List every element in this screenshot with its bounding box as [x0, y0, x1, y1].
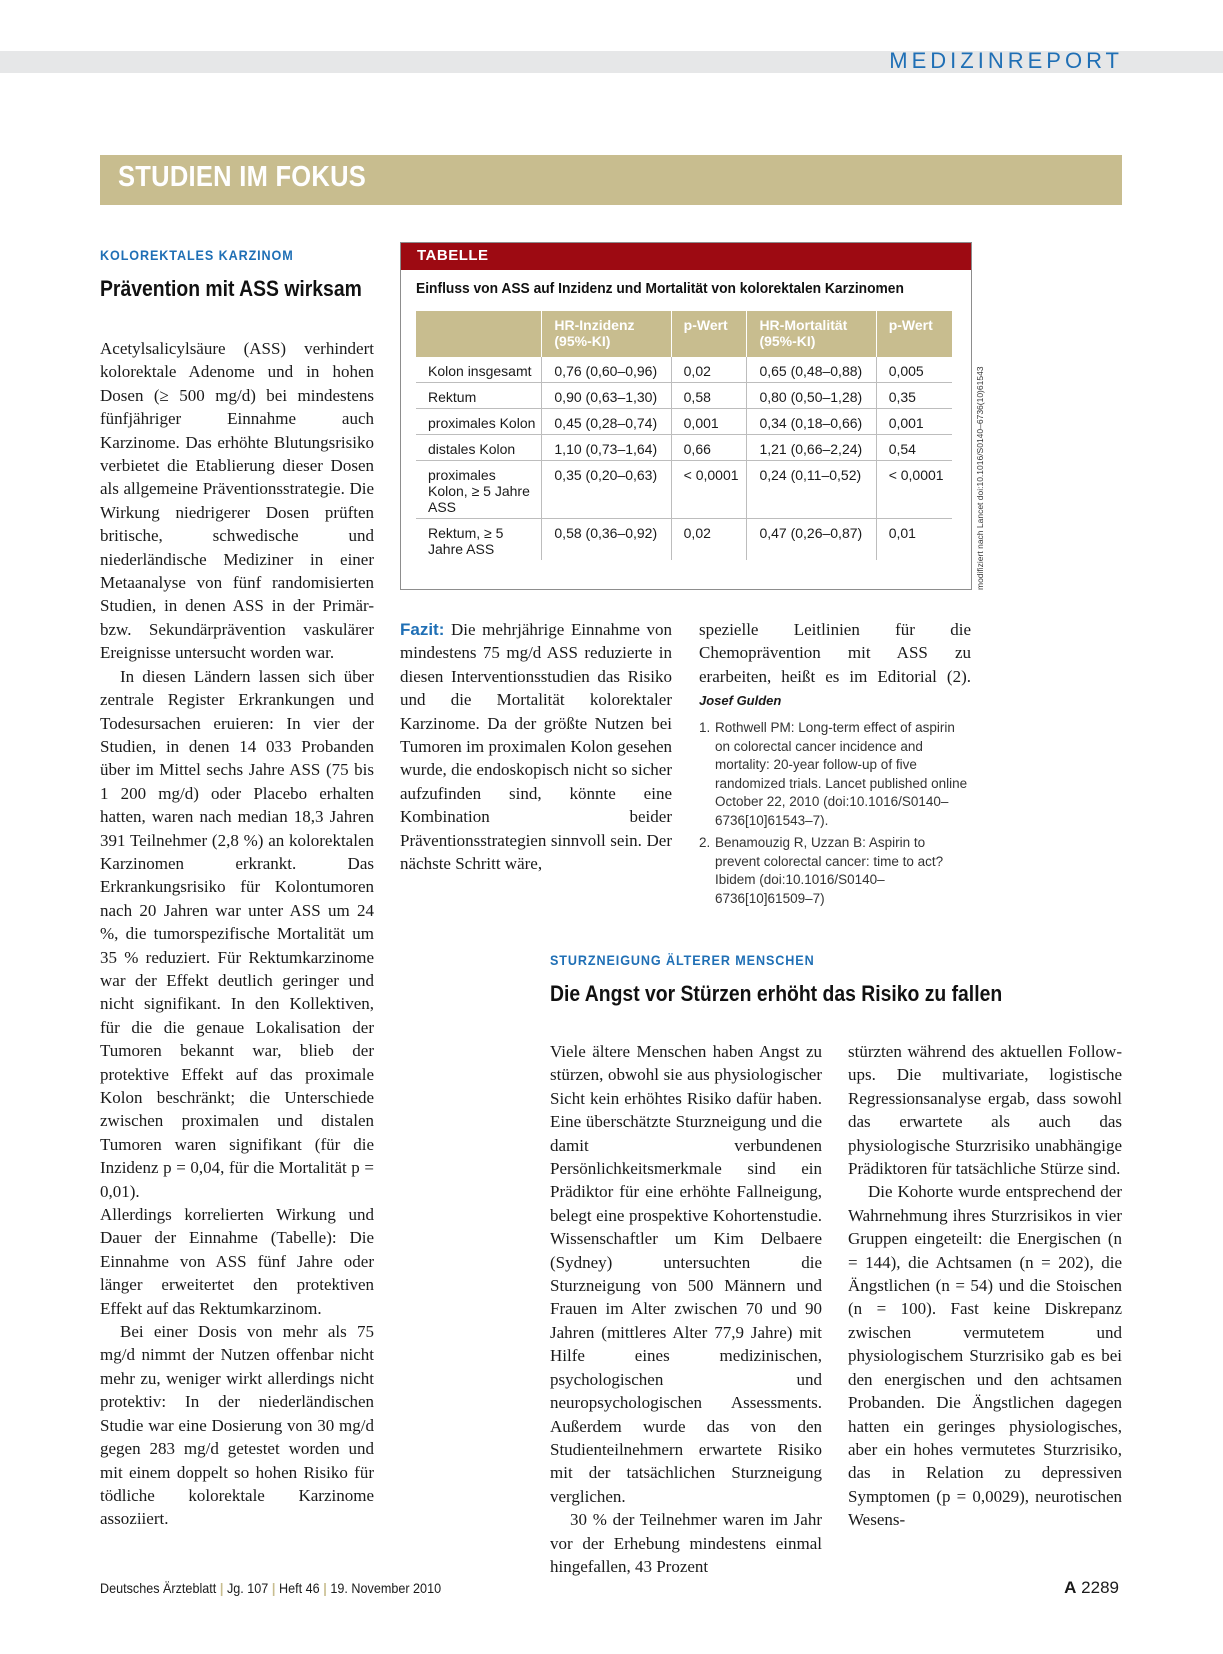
- footer-journal: Deutsches Ärzteblatt: [100, 1580, 217, 1596]
- article1-paragraph: Bei einer Dosis von mehr als 75 mg/d nimmt der Nutzen offenbar nicht mehr zu, weniger wirkt allerdings nicht protektiv: In der niederländischen Studie war eine Dosierung von 30 mg/d gegen 283 mg/d getestet worden und mit einem doppelt so hohen Risiko für tödliche kolorektale Karzinome assoziiert.: [100, 1322, 374, 1529]
- table-cell: < 0,0001: [876, 461, 952, 519]
- article2-paragraph: Die Kohorte wurde entsprechend der Wahrnehmung ihres Sturzrisikos in vier Gruppen eingeteilt: die Energischen (n = 144), die Achtsamen (n = 202), die Ängstlichen (n = 54) und die Stoischen (n = 100). Fast keine Diskrepanz zwischen vermutetem und physiologischem Sturzrisiko gab es bei den energischen und den achtsamen Probanden. Die Ängstlichen dagegen hatten ein geringes physiologisches, aber ein hohes vermutetes Sturzrisiko, das in Relation zu depressiven Symptomen (p = 0,0029), neurotischen Wesens-: [848, 1182, 1122, 1530]
- table-title: Einfluss von ASS auf Inzidenz und Mortalität von kolorektalen Karzinomen: [416, 280, 904, 297]
- article1-kicker: KOLOREKTALES KARZINOM: [100, 247, 294, 263]
- table-cell: 1,10 (0,73–1,64): [542, 435, 671, 461]
- table-cell: distales Kolon: [416, 435, 542, 461]
- table-cell: 0,02: [671, 357, 747, 383]
- footer-date: 19. November 2010: [330, 1580, 442, 1596]
- table-tag: [401, 243, 971, 270]
- table-cell: 0,34 (0,18–0,66): [747, 409, 876, 435]
- table-cell: 0,45 (0,28–0,74): [542, 409, 671, 435]
- table-row: [416, 409, 952, 435]
- table-header-row: [416, 311, 952, 357]
- table-cell: 0,005: [876, 357, 952, 383]
- table-cell: 0,66: [671, 435, 747, 461]
- table-header-cell: p-Wert: [671, 311, 747, 357]
- table-tag-label: TABELLE: [417, 247, 489, 264]
- section-label: MEDIZINREPORT: [889, 48, 1123, 73]
- article2-paragraph: Viele ältere Menschen haben Angst zu stürzen, obwohl sie aus physiologischer Sicht kein erhöhtes Risiko dafür haben. Eine überschätzte Sturzneigung und die damit verbundenen Persönlichkeitsmerkmale sind ein Prädiktor für eine erhöhte Fallneigung, belegt eine prospektive Kohortenstudie. Wissenschaftler um Kim Delbaere (Sydney) untersuchten die Sturzneigung von 500 Männern und Frauen im Alter zwischen 70 und 90 Jahren (mittleres Alter 77,9 Jahre) mit Hilfe eines medizinischen, psychologischen und neuropsychologischen Assessments. Außerdem wurde das von den Studienteilnehmern erwartete Risiko mit der tatsächlichen Sturzneigung verglichen.: [550, 1042, 822, 1506]
- table-cell: proximales Kolon: [416, 409, 542, 435]
- article2-kicker: STURZNEIGUNG ÄLTERER MENSCHEN: [550, 952, 815, 968]
- table-cell: 0,01: [876, 519, 952, 561]
- fazit-author: Josef Gulden: [699, 693, 782, 709]
- page-number: [1064, 1578, 1119, 1598]
- article1-paragraph: Allerdings korrelierten Wirkung und Dauer der Einnahme (Tabelle): Die Einnahme von ASS fünf Jahre oder länger erweitertet den protektiven Effekt auf das Rektumkarzinom.: [100, 1205, 374, 1318]
- table-cell: 0,001: [876, 409, 952, 435]
- table-cell: Rektum, ≥ 5 Jahre ASS: [416, 519, 542, 561]
- table-cell: 0,02: [671, 519, 747, 561]
- reference-item: [699, 834, 971, 908]
- table-cell: < 0,0001: [671, 461, 747, 519]
- table-row: [416, 435, 952, 461]
- article1-paragraph: In diesen Ländern lassen sich über zentrale Register Erkrankungen und Todesursachen eruieren: In vier der Studien, in denen 14 033 Probanden über im Mittel sechs Jahre ASS (75 bis 1 200 mg/d) oder Placebo erhalten hatten, waren nach median 18,3 Jahren 391 Teilnehmer (2,8 %) an kolorektalen Karzinomen erkrankt. Das Erkrankungsrisiko für Kolontumoren nach 20 Jahren war unter ASS um 24 %, die tumorspezifische Mortalität um 35 % reduziert. Für Rektumkarzinome war der Effekt deutlich geringer und nicht signifikant. In den Kollektiven, für die die genaue Lokalisation der Tumoren bekannt war, blieb der protektive Effekt auf das proximale Kolon beschränkt; die Unterschiede zwischen proximalen und distalen Tumoren waren signifikant (für die Inzidenz p = 0,04, für die Mortalität p = 0,01).: [100, 666, 374, 1201]
- reference-number: 1.: [699, 720, 711, 735]
- table-row: [416, 519, 952, 561]
- article1-paragraph: Acetylsalicylsäure (ASS) verhindert kolorektale Adenome und in hohen Dosen (≥ 500 mg/d) bei mindestens fünfjähriger Einnahme auch Karzinome. Das erhöhte Blutungsrisiko verbietet die Etablierung dieser Dosen als allgemeine Präventionsstrategie. Die Wirkung niedrigerer Dosen prüften britische, schwedische und niederländische Mediziner in einer Metaanalyse von fünf randomisierten Studien, in denen ASS in der Primär- bzw. Sekundärprävention vaskulärer Ereignisse untersucht worden war.: [100, 339, 374, 663]
- footer-volume: Jg. 107: [226, 1580, 269, 1596]
- article2-col1: [550, 1040, 822, 1578]
- table-cell: 0,001: [671, 409, 747, 435]
- article2-headline: Die Angst vor Stürzen erhöht das Risiko zu fallen: [550, 981, 1003, 1006]
- page-prefix: A: [1064, 1578, 1077, 1597]
- footer-info: Deutsches Ärzteblatt | Jg. 107 | Heft 46 | 19. November 2010: [100, 1580, 442, 1596]
- table-cell: proximales Kolon, ≥ 5 Jahre ASS: [416, 461, 542, 519]
- table-cell: 0,65 (0,48–0,88): [747, 357, 876, 383]
- results-table: [416, 311, 952, 560]
- page-number-value: 2289: [1081, 1578, 1119, 1597]
- table-header-cell: [416, 311, 542, 357]
- reference-text: Rothwell PM: Long-term effect of aspirin on colorectal cancer incidence and mortality: 20-year follow-up of five randomized trials. Lancet published online October 22, 2010 (doi:10.1016/S0140–6736[10]61543–7).: [715, 720, 968, 828]
- table-cell: 0,54: [876, 435, 952, 461]
- article2-col2: [848, 1040, 1122, 1532]
- table-cell: 0,35: [876, 383, 952, 409]
- table-cell: 0,80 (0,50–1,28): [747, 383, 876, 409]
- reference-item: [699, 719, 971, 830]
- fazit-col1: [400, 618, 672, 875]
- article1-body: [100, 337, 374, 1531]
- table-cell: Rektum: [416, 383, 542, 409]
- footer-issue: Heft 46: [279, 1580, 320, 1596]
- article2-paragraph: stürzten während des aktuellen Follow-ups. Die multivariate, logistische Regressionsanalyse ergab, dass sowohl das erwartete als auch das physiologische Sturzrisiko unabhängige Prädiktoren für tatsächliche Stürze sind.: [848, 1042, 1122, 1179]
- fazit-col2: [699, 618, 971, 713]
- table-cell: 0,47 (0,26–0,87): [747, 519, 876, 561]
- table-header-cell: HR-Mortalität (95%-KI): [747, 311, 876, 357]
- table-cell: 0,58 (0,36–0,92): [542, 519, 671, 561]
- table-row: [416, 357, 952, 383]
- table-cell: 0,58: [671, 383, 747, 409]
- table-cell: Kolon insgesamt: [428, 363, 532, 379]
- table-cell: 0,76 (0,60–0,96): [542, 357, 671, 383]
- fazit-label: Fazit:: [400, 620, 445, 639]
- section-band-title: STUDIEN IM FOKUS: [118, 161, 367, 193]
- fazit-text: Die mehrjährige Einnahme von mindestens 75 mg/d ASS reduzierte in diesen Interventionsstudien das Risiko und die Mortalität kolorektaler Karzinome. Da der größte Nutzen bei Tumoren im proximalen Kolon gesehen wurde, die endoskopisch nicht so sicher aufzufinden sind, könnte eine Kombination beider Präventionsstrategien sinnvoll sein. Der nächste Schritt wäre,: [400, 620, 672, 874]
- table-header-cell: p-Wert: [876, 311, 952, 357]
- table-row: [416, 383, 952, 409]
- reference-text: Benamouzig R, Uzzan B: Aspirin to prevent colorectal cancer: time to act? Ibidem (doi:10.1016/S0140–6736[10]61509–7): [715, 835, 944, 906]
- table-cell: 0,90 (0,63–1,30): [542, 383, 671, 409]
- table-header-cell: HR-Inzidenz (95%-KI): [542, 311, 671, 357]
- references: [699, 719, 971, 912]
- table-source-note: modifiziert nach Lancet doi:10.1016/S0140–6736(10)61543: [975, 366, 985, 590]
- article2-paragraph: 30 % der Teilnehmer waren im Jahr vor der Erhebung mindestens einmal hingefallen, 43 Prozent: [550, 1510, 822, 1576]
- article1-headline: Prävention mit ASS wirksam: [100, 276, 362, 301]
- table-row: [416, 461, 952, 519]
- fazit-text-continued: spezielle Leitlinien für die Chemoprävention mit ASS zu erarbeiten, heißt es im Editorial (2).: [699, 620, 971, 686]
- table-cell: 0,24 (0,11–0,52): [747, 461, 876, 519]
- reference-number: 2.: [699, 835, 711, 850]
- table-cell: 0,35 (0,20–0,63): [542, 461, 671, 519]
- table-cell: 1,21 (0,66–2,24): [747, 435, 876, 461]
